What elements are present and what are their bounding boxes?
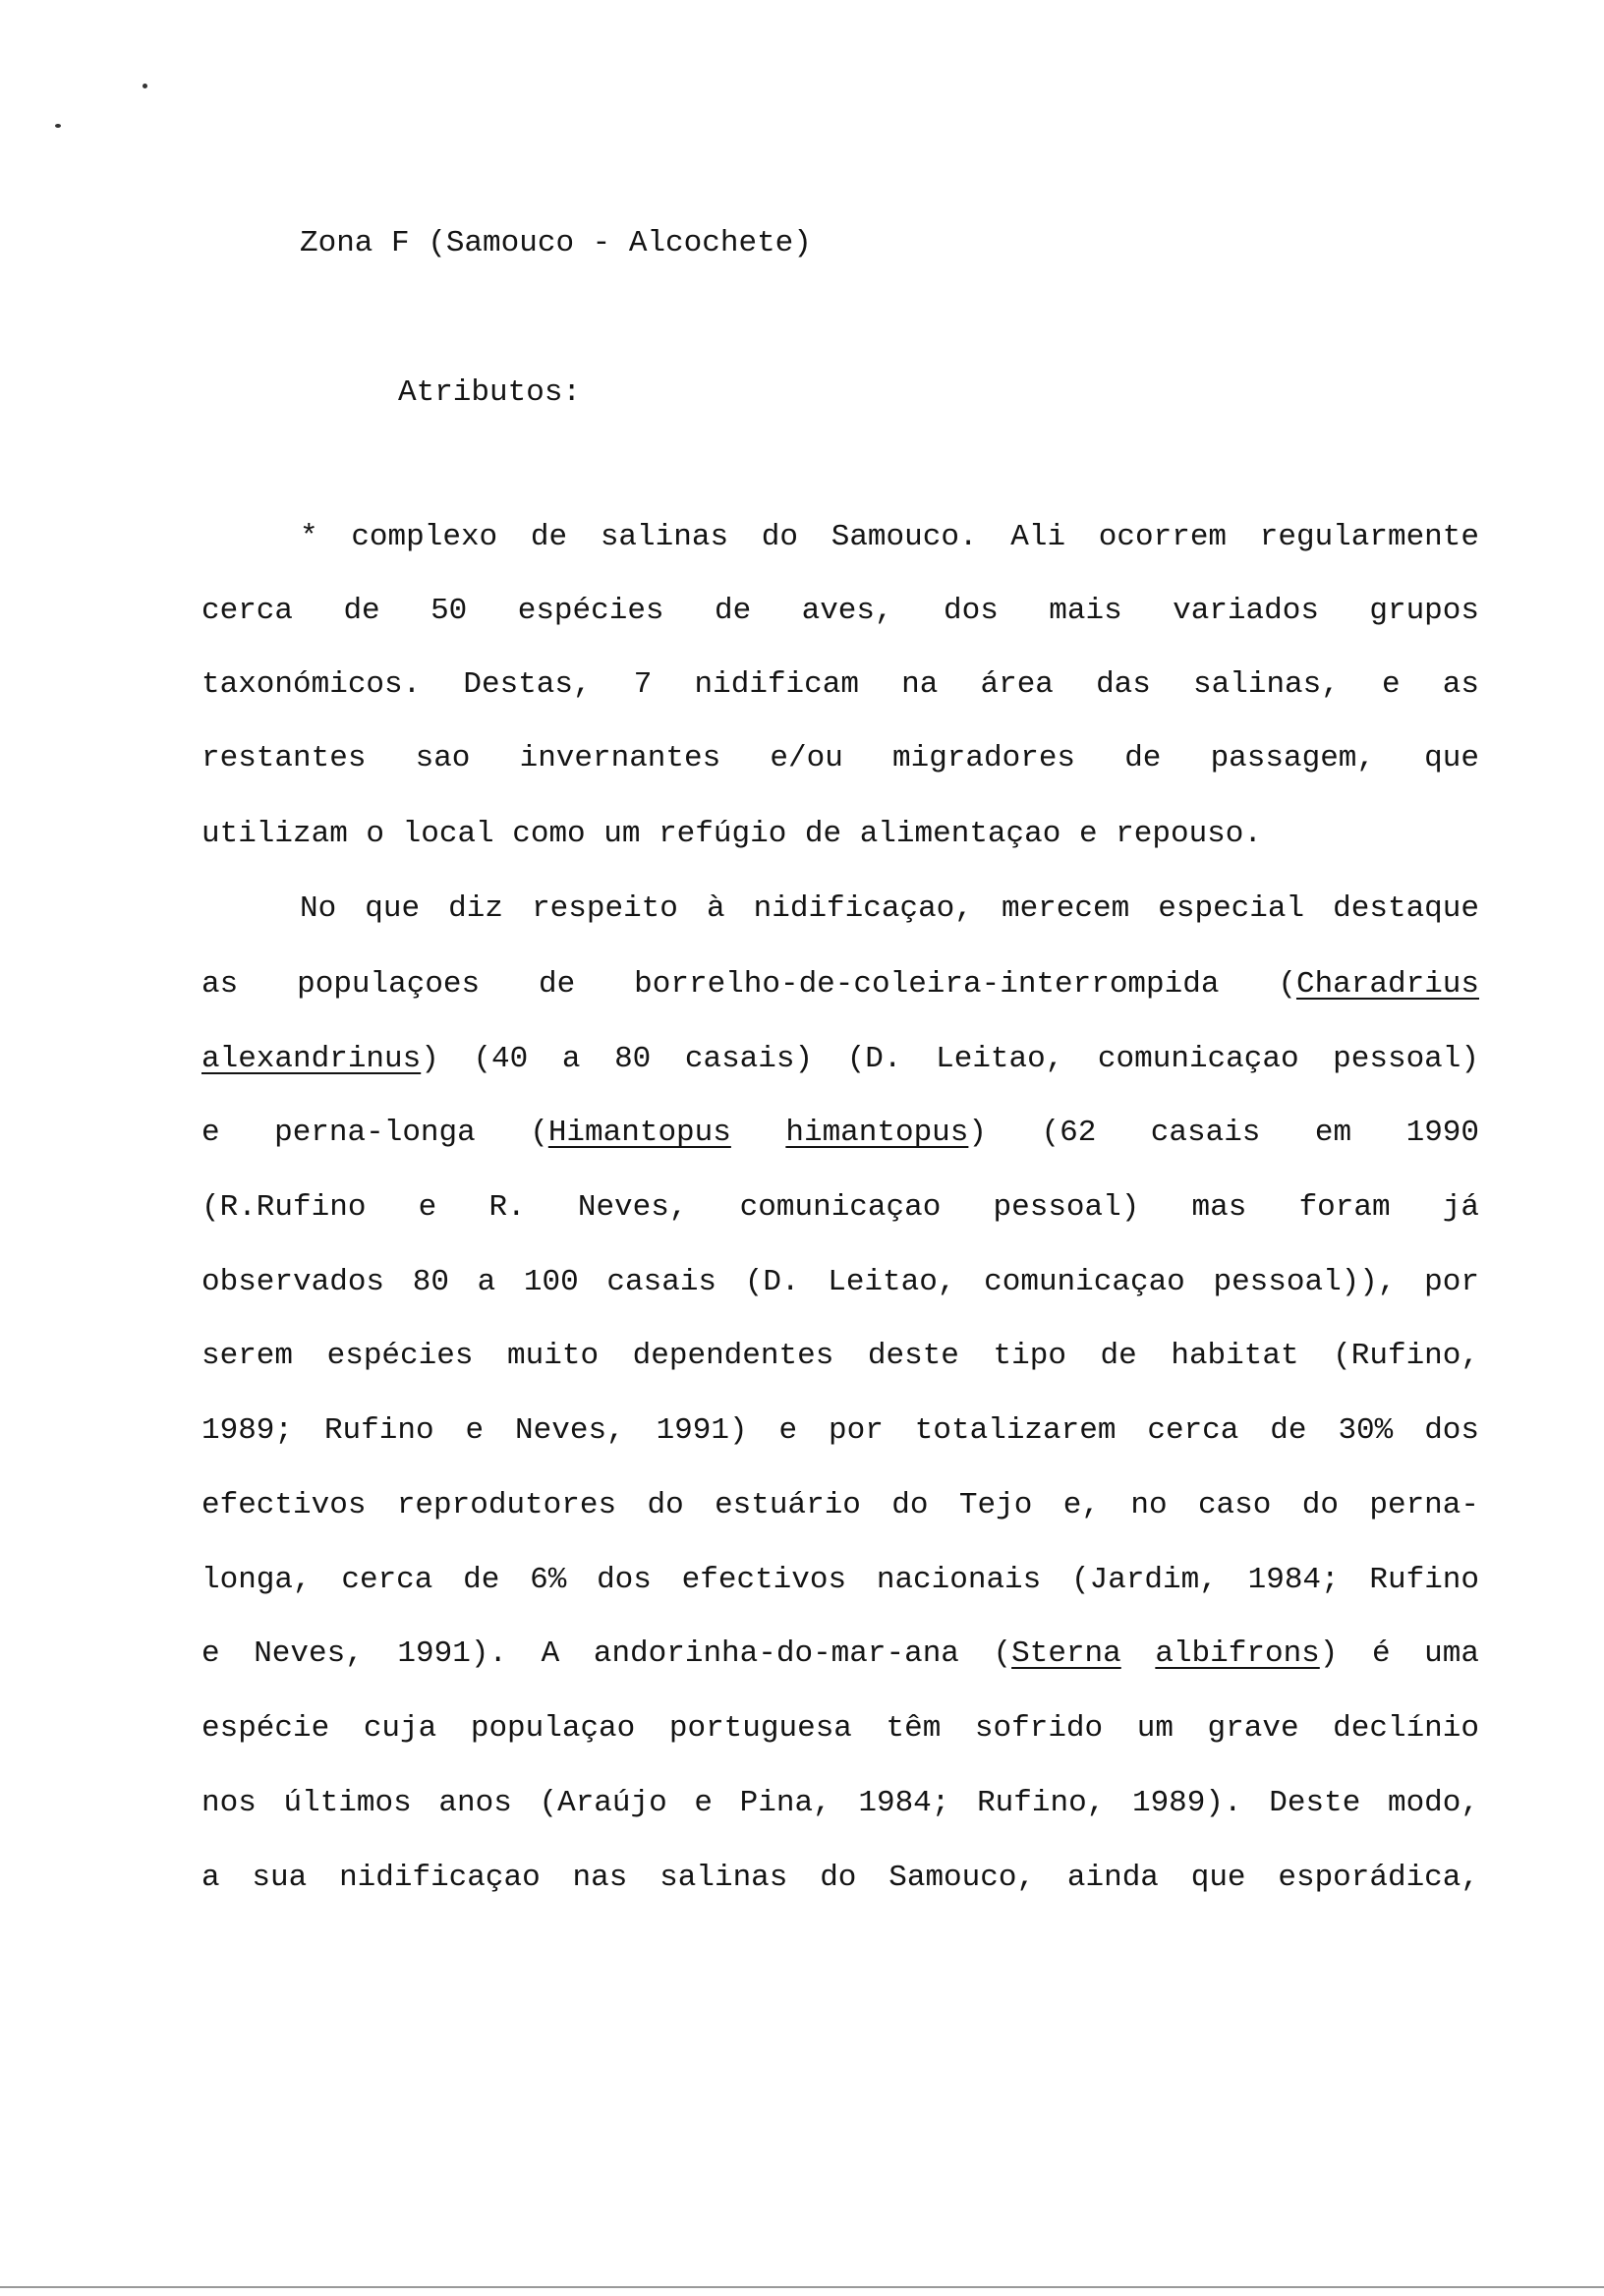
section-subheading: Atributos: [398,375,582,410]
paragraph-line: utilizam o local como um refúgio de alimentaçao e repouso. [201,817,1262,851]
species-name: Charadrius [1295,967,1479,1002]
scan-edge-line [0,2286,1604,2288]
species-name: Sterna [1011,1636,1121,1671]
species-name: alexandrinus [201,1042,422,1076]
line-text: e perna-longa ( [201,1116,548,1150]
paragraph-line: restantes sao invernantes e/ou migradores de passagem, que [201,741,1479,775]
line-text: ) (62 casais em 1990 [968,1116,1480,1150]
paragraph-line: cerca de 50 espécies de aves, dos mais variados grupos [201,594,1479,628]
paragraph-line: efectivos reprodutores do estuário do Tejo e, no caso do perna- [201,1488,1479,1522]
scan-speck [55,124,61,128]
paragraph-line [201,1114,1479,1153]
paragraph-line: (R.Rufino e R. Neves, comunicaçao pessoal) mas foram já [201,1190,1479,1225]
line-text: e Neves, 1991). A andorinha-do-mar-ana ( [201,1636,1012,1671]
paragraph-line: taxonómicos. Destas, 7 nidificam na área das salinas, e as [201,667,1479,702]
page-heading: Zona F (Samouco - Alcochete) [300,226,812,260]
paragraph-line: a sua nidificaçao nas salinas do Samouco, ainda que esporádica, [201,1861,1479,1895]
paragraph-line: nos últimos anos (Araújo e Pina, 1984; Rufino, 1989). Deste modo, [201,1786,1479,1820]
paragraph-line: No que diz respeito à nidificaçao, merecem especial destaque [300,891,1479,926]
species-name: himantopus [785,1116,969,1150]
paragraph-line [201,1040,1479,1079]
paragraph-line: observados 80 a 100 casais (D. Leitao, comunicaçao pessoal)), por [201,1265,1479,1299]
paragraph-line [201,965,1479,1004]
paragraph-line: * complexo de salinas do Samouco. Ali ocorrem regularmente [300,520,1479,554]
scan-speck [143,84,147,88]
line-text: ) é uma [1319,1636,1479,1671]
species-name: Himantopus [547,1116,731,1150]
paragraph-line: longa, cerca de 6% dos efectivos nacionais (Jardim, 1984; Rufino [201,1563,1479,1597]
line-text: ) (40 a 80 casais) (D. Leitao, comunicaçao pessoal) [421,1042,1479,1076]
paragraph-line: espécie cuja populaçao portuguesa têm sofrido um grave declínio [201,1711,1479,1746]
species-name: albifrons [1155,1636,1320,1671]
line-text: as populaçoes de borrelho-de-coleira-interrompida ( [201,967,1296,1002]
paragraph-line [201,1635,1479,1674]
paragraph-line: 1989; Rufino e Neves, 1991) e por totalizarem cerca de 30% dos [201,1413,1479,1448]
paragraph-line: serem espécies muito dependentes deste tipo de habitat (Rufino, [201,1339,1479,1373]
